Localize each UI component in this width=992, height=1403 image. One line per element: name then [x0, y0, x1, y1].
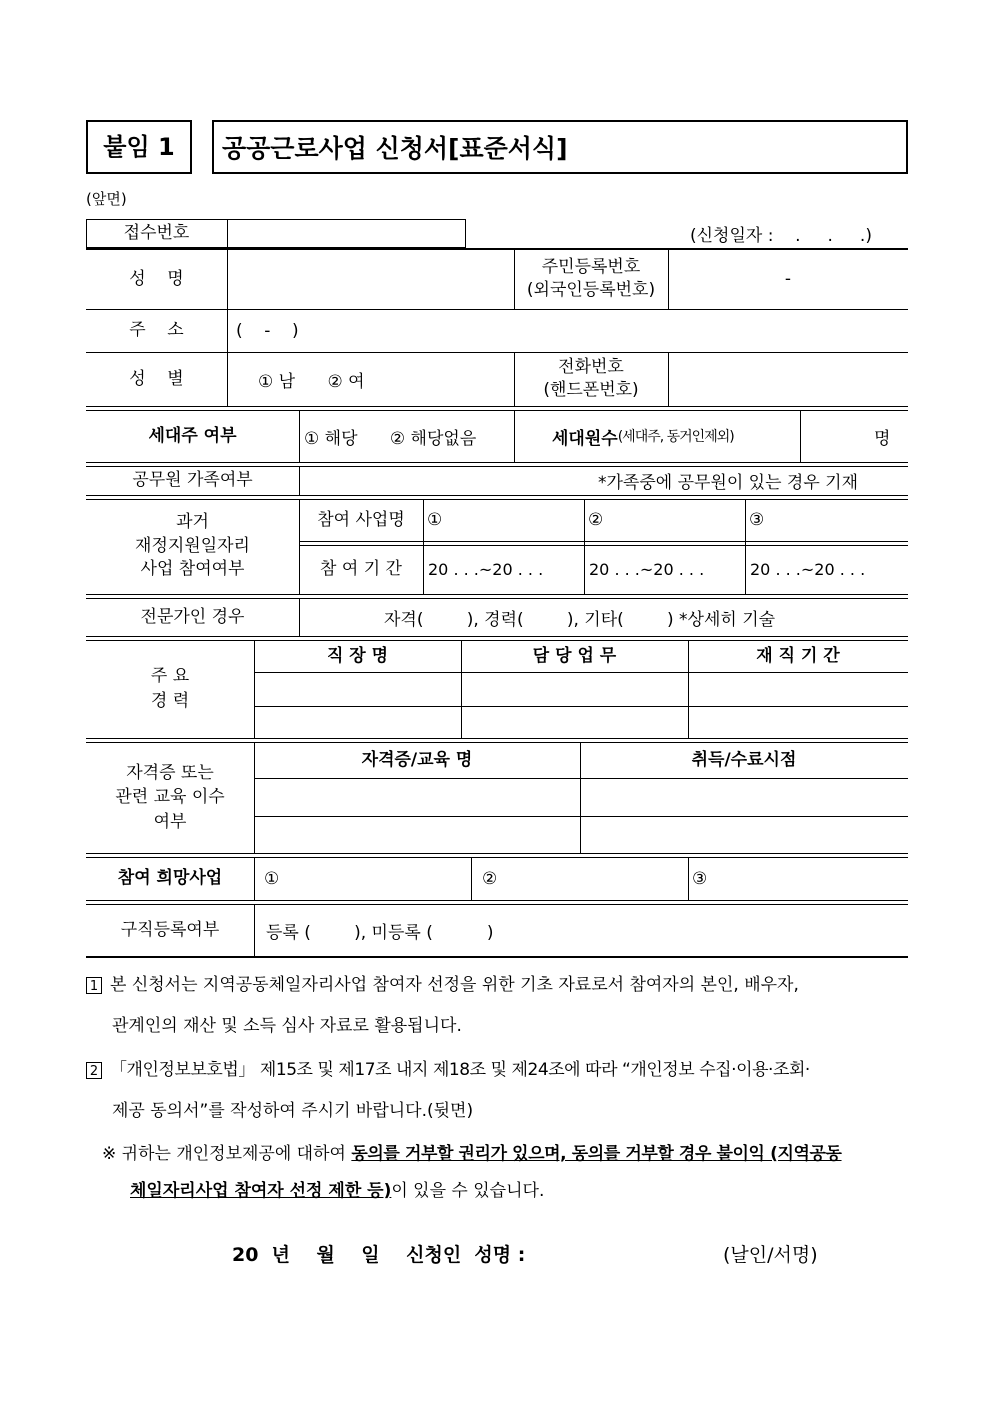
phone-field[interactable] — [669, 353, 907, 405]
note-1 — [86, 970, 799, 995]
career-cell[interactable] — [689, 707, 907, 738]
attachment-badge-label: 붙임 1 — [103, 132, 175, 161]
receipt-number-label: 접수번호 — [123, 223, 190, 244]
note-3-suffix: 이 있을 수 있습니다. — [391, 1181, 545, 1201]
household-members-title: 세대원수 — [552, 428, 618, 449]
name-label: 성 명 — [129, 268, 184, 289]
note-2-marker: 2 — [86, 1062, 102, 1079]
note-1-marker: 1 — [86, 977, 102, 994]
rrn-label: 주민등록번호 (외국인등록번호) — [526, 257, 656, 300]
hope-project-3[interactable]: ③ — [692, 868, 708, 889]
gender-options[interactable]: ① 남 ② 여 — [258, 371, 365, 392]
expert-label: 전문가인 경우 — [140, 606, 245, 627]
certificate-cell[interactable] — [255, 817, 579, 853]
note-3 — [102, 1139, 842, 1164]
household-head-options[interactable]: ① 해당 ② 해당없음 — [304, 428, 477, 449]
gender-label: 성 별 — [129, 368, 184, 389]
project-name-3[interactable]: ③ — [749, 510, 765, 530]
period-label: 참 여 기 간 — [320, 559, 402, 580]
front-side-label: (앞면) — [86, 189, 127, 208]
public-family-note: *가족중에 공무원이 있는 경우 기재 — [598, 473, 859, 493]
apply-date: (신청일자 : . . .) — [690, 226, 872, 246]
past-participation-label: 과거 재정지원일자리 사업 참여여부 — [135, 511, 250, 580]
note-1-line-1: 본 신청서는 지역공동체일자리사업 참여자 선정을 위한 기초 자료로서 참여자의 본인, 배우자, — [110, 975, 799, 995]
period-field-1[interactable]: 20 . . .~20 . . . — [428, 560, 544, 579]
note-3-underlined-2: 체일자리사업 참여자 선정 제한 등) — [130, 1181, 392, 1201]
page-title: 공공근로사업 신청서[표준서식] — [222, 134, 568, 163]
public-family-label: 공무원 가족여부 — [132, 470, 253, 491]
career-cell[interactable] — [462, 707, 687, 738]
career-cell[interactable] — [255, 673, 460, 705]
career-cell[interactable] — [255, 707, 460, 738]
certificate-header-date: 취득/수료시점 — [691, 749, 797, 770]
name-field[interactable] — [228, 250, 513, 308]
hope-project-2[interactable]: ② — [482, 868, 498, 889]
address-label: 주 소 — [129, 320, 184, 341]
note-2 — [86, 1055, 810, 1080]
career-header-workplace: 직 장 명 — [326, 645, 389, 666]
note-3-underlined-1: 동의를 거부할 권리가 있으며, 동의를 거부할 경우 불이익 (지역공동 — [351, 1144, 842, 1164]
rrn-field[interactable]: - — [784, 268, 792, 289]
household-members-unit: 명 — [874, 428, 891, 449]
note-3-prefix: ※ 귀하는 개인정보제공에 대하여 — [102, 1144, 352, 1164]
note-3-line-2 — [130, 1176, 544, 1201]
job-registration-field[interactable]: 등록 ( ), 미등록 ( ) — [266, 922, 494, 943]
career-label: 주 요 경 력 — [150, 666, 190, 711]
career-header-tenure: 재 직 기 간 — [756, 645, 840, 666]
address-field[interactable]: ( - ) — [236, 320, 299, 341]
signature-date-line: 20 년 월 일 신청인 성명 : — [232, 1244, 526, 1266]
household-head-label: 세대주 여부 — [148, 425, 237, 446]
career-cell[interactable] — [689, 673, 907, 705]
project-name-label: 참여 사업명 — [317, 509, 405, 530]
career-cell[interactable] — [462, 673, 687, 705]
project-name-2[interactable]: ② — [588, 510, 604, 530]
phone-label: 전화번호 (핸드폰번호) — [543, 357, 639, 400]
household-members-label — [552, 410, 734, 462]
receipt-number-field[interactable] — [228, 220, 464, 247]
expert-field[interactable]: 자격( ), 경력( ), 기타( ) *상세히 기술 — [384, 609, 776, 630]
signature-area[interactable]: (날인/서명) — [723, 1244, 818, 1266]
hope-project-label: 참여 희망사업 — [117, 868, 223, 889]
note-1-line-2: 관계인의 재산 및 소득 심사 자료로 활용됩니다. — [112, 1016, 462, 1036]
project-name-1[interactable]: ① — [427, 510, 443, 530]
note-2-line-1: 「개인정보보호법」 제15조 및 제17조 내지 제18조 및 제24조에 따라 “개인정보 수집·이용·조회· — [110, 1060, 810, 1080]
note-2-line-2: 제공 동의서”를 작성하여 주시기 바랍니다.(뒷면) — [112, 1101, 474, 1121]
period-field-3[interactable]: 20 . . .~20 . . . — [750, 560, 866, 579]
certificate-label: 자격증 또는 관련 교육 이수 여부 — [115, 762, 225, 832]
job-registration-label: 구직등록여부 — [120, 919, 220, 940]
period-field-2[interactable]: 20 . . .~20 . . . — [589, 560, 705, 579]
certificate-cell[interactable] — [581, 779, 907, 815]
certificate-header-name: 자격증/교육 명 — [361, 749, 473, 770]
certificate-cell[interactable] — [255, 779, 579, 815]
household-members-note: (세대주, 동거인제외) — [617, 429, 734, 445]
certificate-cell[interactable] — [581, 817, 907, 853]
hope-project-1[interactable]: ① — [264, 868, 280, 889]
career-header-duty: 담 당 업 무 — [532, 645, 617, 666]
